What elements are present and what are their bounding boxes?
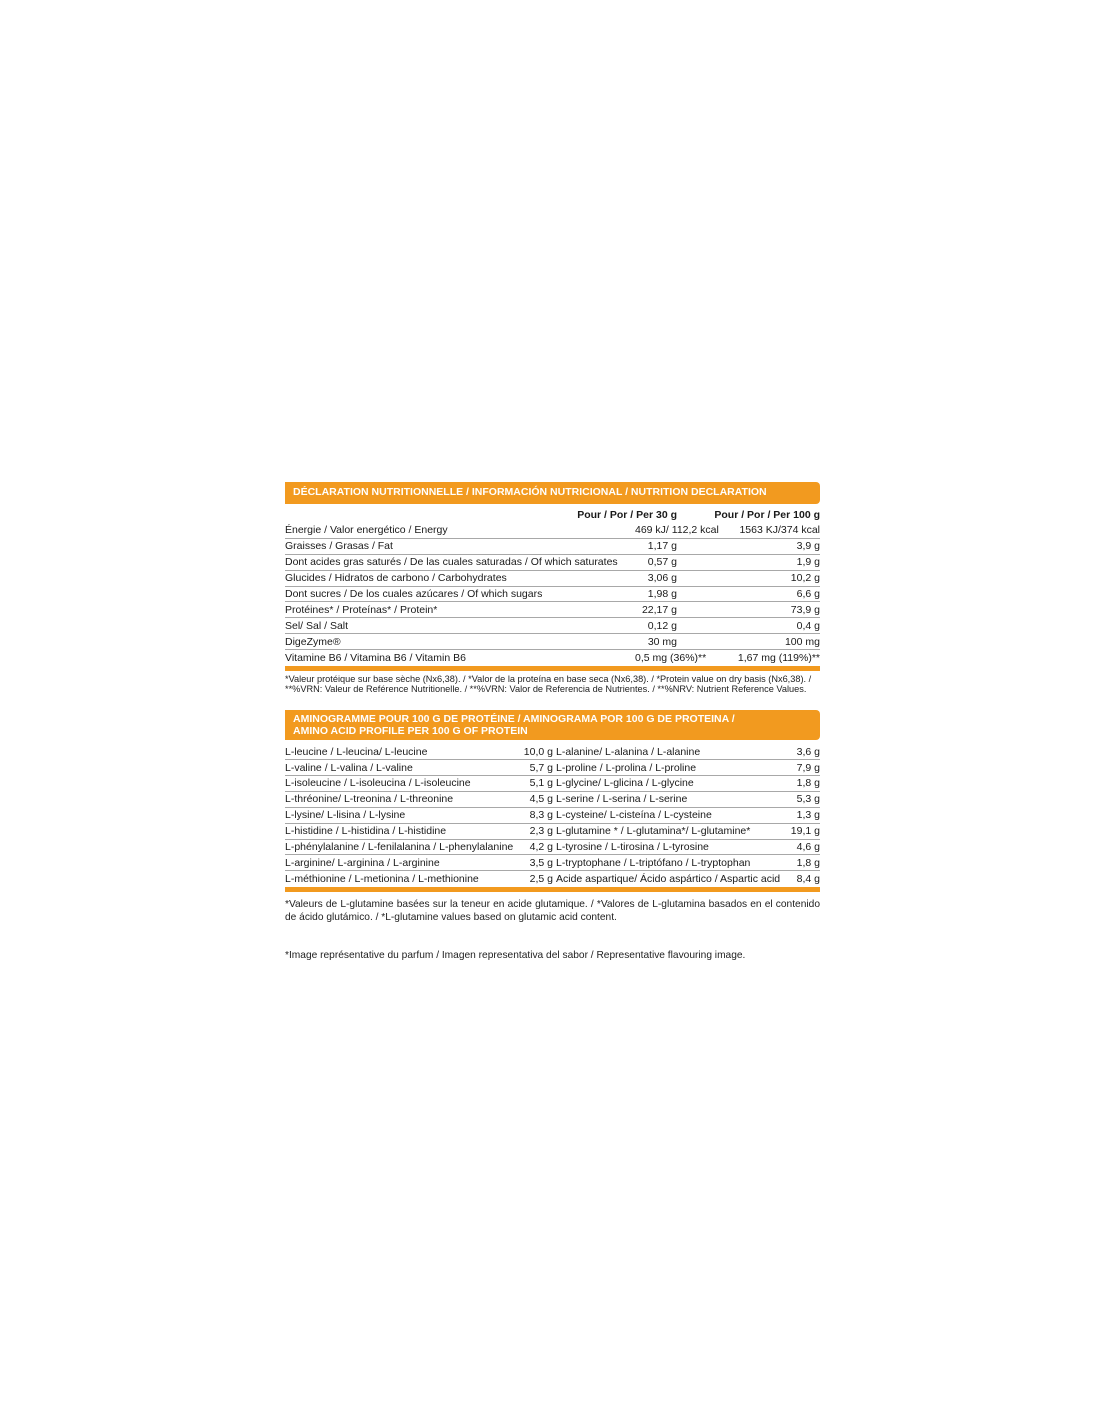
table-row — [285, 554, 820, 570]
value-per-100g: 6,6 g — [677, 586, 820, 602]
orange-divider — [285, 887, 820, 892]
table-row — [285, 775, 820, 791]
amino-right-label: L-alanine/ L-alanina / L-alanine — [553, 744, 788, 759]
value-per-30g: 1,17 g — [635, 538, 677, 554]
value-per-30g: 22,17 g — [635, 602, 677, 618]
nutrient-label: Énergie / Valor energético / Energy — [285, 523, 635, 538]
nutrition-footnote: *Valeur protéique sur base sèche (Nx6,38). / *Valor de la proteína en base seca (Nx6,38). / *Protein value on dry basis (Nx6,38). / **%VRN: Valeur de Reférence Nutritionelle. / **%VRN: Valor de Referencia de Nutrientes. / **%NRV: Nutrient Reference Values. — [285, 674, 812, 694]
amino-right-value: 4,6 g — [788, 839, 820, 855]
nutrient-label: Vitamine B6 / Vitamina B6 / Vitamin B6 — [285, 651, 466, 664]
value-per-30g: 469 kJ/ 112,2 kcal — [635, 524, 719, 537]
nutrition-title-band — [285, 482, 820, 504]
value-per-30g: 3,06 g — [635, 570, 677, 586]
table-row — [285, 807, 820, 823]
amino-left-label: L-méthionine / L-metionina / L-methionine — [285, 872, 479, 885]
amino-left-value: 4,2 g — [523, 839, 553, 855]
amino-left-label: L-leucine / L-leucina/ L-leucine — [285, 744, 523, 759]
amino-right-label: L-cysteine/ L-cisteína / L-cysteine — [553, 807, 788, 823]
value-per-100g: 1563 KJ/374 kcal — [677, 523, 820, 538]
col-per-30g: Pour / Por / Per 30 g — [577, 509, 677, 521]
table-row — [285, 586, 820, 602]
amino-table — [285, 744, 820, 886]
amino-left-value: 2,3 g — [523, 823, 553, 839]
amino-left-value: 5,7 g — [523, 760, 553, 776]
value-per-100g: 3,9 g — [677, 538, 820, 554]
value-per-30g: 30 mg — [635, 634, 677, 650]
amino-title-line2: AMINO ACID PROFILE PER 100 G OF PROTEIN — [293, 724, 528, 737]
table-row — [285, 823, 820, 839]
amino-title-line1: AMINOGRAMME POUR 100 G DE PROTÉINE / AMINOGRAMA POR 100 G DE PROTEINA / — [293, 713, 735, 726]
table-row — [285, 791, 820, 807]
value-per-100g: 100 mg — [677, 634, 820, 650]
amino-left-value: 10,0 g — [523, 745, 553, 758]
amino-right-value: 3,6 g — [788, 744, 820, 759]
nutrition-table — [285, 523, 820, 665]
amino-footnote: *Valeurs de L-glutamine basées sur la teneur en acide glutamique. / *Valores de L-glutamina basados en el contenido de ácido glutámico. / *L-glutamine values based on glutamic acid content. — [285, 899, 820, 924]
value-per-100g: 0,4 g — [677, 618, 820, 634]
table-row — [285, 570, 820, 586]
table-row — [285, 839, 820, 855]
table-row — [285, 744, 820, 759]
amino-left-label: L-arginine/ L-arginina / L-arginine — [285, 855, 523, 871]
nutrient-label: Protéines* / Proteínas* / Protein* — [285, 602, 635, 618]
table-row — [285, 523, 820, 538]
amino-right-label: L-proline / L-prolina / L-proline — [553, 760, 788, 776]
amino-left-value: 4,5 g — [523, 791, 553, 807]
nutrition-label — [285, 482, 820, 961]
table-row — [285, 855, 820, 871]
nutrition-title: DÉCLARATION NUTRITIONNELLE / INFORMACIÓN NUTRICIONAL / NUTRITION DECLARATION — [293, 486, 767, 498]
amino-left-label: L-thréonine/ L-treonina / L-threonine — [285, 791, 523, 807]
amino-left-label: L-valine / L-valina / L-valine — [285, 760, 523, 776]
nutrient-label: DigeZyme® — [285, 634, 635, 650]
amino-right-value: 19,1 g — [788, 823, 820, 839]
value-per-100g: 10,2 g — [677, 570, 820, 586]
nutrient-label: Glucides / Hidratos de carbono / Carbohydrates — [285, 570, 635, 586]
amino-left-value: 3,5 g — [523, 855, 553, 871]
table-row — [285, 650, 820, 665]
col-per-100g: Pour / Por / Per 100 g — [714, 509, 820, 521]
amino-right-label: L-glycine/ L-glicina / L-glycine — [553, 775, 788, 791]
image-note: *Image représentative du parfum / Imagen representativa del sabor / Representative flavouring image. — [285, 950, 746, 962]
amino-left-label: L-phénylalanine / L-fenilalanina / L-phenylalanine — [285, 839, 523, 855]
value-per-100g: 1,67 mg (119%)** — [737, 651, 820, 664]
table-row — [285, 618, 820, 634]
table-row — [285, 760, 820, 776]
amino-title-band — [285, 710, 820, 740]
amino-right-value: 1,8 g — [788, 775, 820, 791]
value-per-100g: 1,9 g — [677, 554, 820, 570]
amino-right-label: L-glutamine * / L-glutamina*/ L-glutamine* — [553, 823, 788, 839]
value-per-100g: 73,9 g — [677, 602, 820, 618]
value-per-30g: 1,98 g — [635, 586, 677, 602]
amino-left-label: L-histidine / L-histidina / L-histidine — [285, 823, 523, 839]
nutrient-label: Graisses / Grasas / Fat — [285, 538, 635, 554]
table-row — [285, 634, 820, 650]
amino-right-value: 7,9 g — [788, 760, 820, 776]
amino-right-value: 1,8 g — [788, 855, 820, 871]
amino-left-value: 5,1 g — [523, 775, 553, 791]
amino-right-label: L-serine / L-serina / L-serine — [553, 791, 788, 807]
amino-right-label: Acide aspartique/ Ácido aspártico / Aspartic acid — [556, 872, 781, 885]
amino-right-value: 8,4 g — [796, 872, 820, 885]
nutrient-label: Dont acides gras saturés / De las cuales saturadas / Of which saturates — [285, 554, 635, 570]
nutrient-label: Dont sucres / De los cuales azúcares / Of which sugars — [285, 586, 635, 602]
nutrition-header — [285, 504, 820, 523]
value-per-30g: 0,12 g — [635, 618, 677, 634]
amino-left-label: L-isoleucine / L-isoleucina / L-isoleucine — [285, 775, 523, 791]
value-per-30g: 0,57 g — [635, 554, 677, 570]
amino-right-label: L-tyrosine / L-tirosina / L-tyrosine — [553, 839, 788, 855]
amino-right-label: L-tryptophane / L-triptófano / L-tryptophan — [553, 855, 788, 871]
value-per-30g: 0,5 mg (36%)** — [635, 651, 707, 664]
nutrient-label: Sel/ Sal / Salt — [285, 618, 635, 634]
amino-right-value: 5,3 g — [788, 791, 820, 807]
table-row — [285, 602, 820, 618]
orange-divider — [285, 666, 820, 671]
amino-left-value: 8,3 g — [523, 807, 553, 823]
amino-right-value: 1,3 g — [788, 807, 820, 823]
amino-left-label: L-lysine/ L-lisina / L-lysine — [285, 807, 523, 823]
table-row — [285, 538, 820, 554]
table-row — [285, 871, 820, 886]
amino-left-value: 2,5 g — [529, 872, 553, 885]
